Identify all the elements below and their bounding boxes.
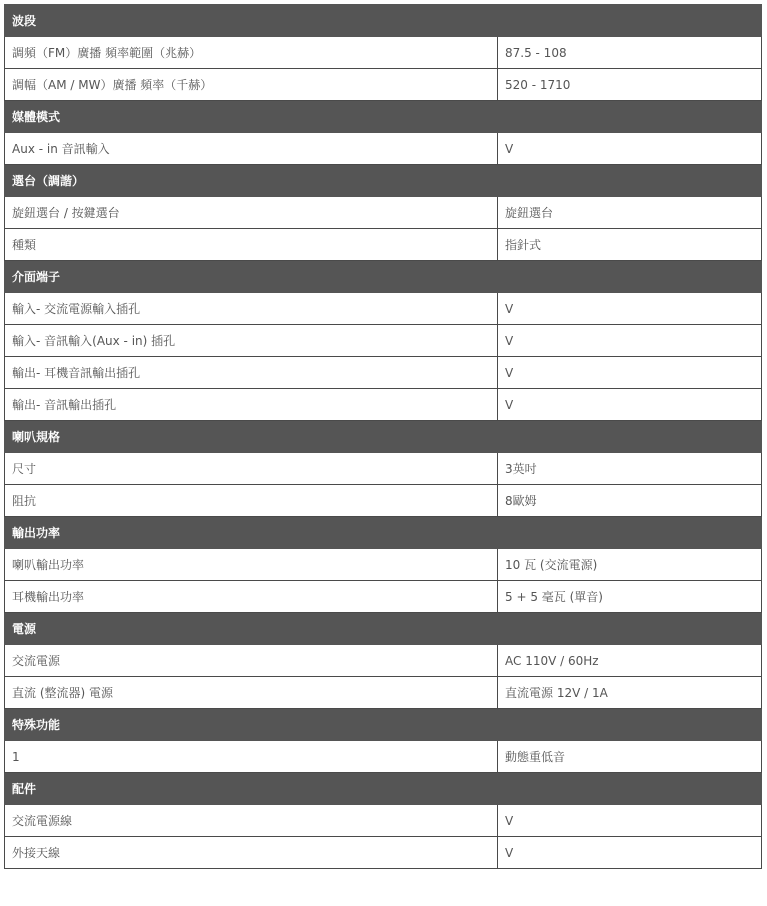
spec-row	[5, 69, 762, 101]
section-title: 輸出功率	[5, 517, 762, 549]
section-title: 喇叭規格	[5, 421, 762, 453]
spec-label: 輸入- 交流電源輸入插孔	[5, 293, 498, 325]
spec-label: 交流電源	[5, 645, 498, 677]
spec-value: V	[498, 389, 762, 421]
spec-label: Aux - in 音訊輸入	[5, 133, 498, 165]
spec-label: 外接天線	[5, 837, 498, 869]
spec-label: 種類	[5, 229, 498, 261]
spec-value: V	[498, 325, 762, 357]
section-header-row	[5, 261, 762, 293]
spec-label: 交流電源線	[5, 805, 498, 837]
spec-value: 10 瓦 (交流電源)	[498, 549, 762, 581]
spec-table-body	[5, 5, 762, 869]
spec-row	[5, 485, 762, 517]
spec-label: 尺寸	[5, 453, 498, 485]
spec-value: AC 110V / 60Hz	[498, 645, 762, 677]
spec-label: 喇叭輸出功率	[5, 549, 498, 581]
spec-value: V	[498, 837, 762, 869]
spec-label: 輸出- 音訊輸出插孔	[5, 389, 498, 421]
spec-value: V	[498, 293, 762, 325]
spec-row	[5, 741, 762, 773]
section-header-row	[5, 101, 762, 133]
section-header-row	[5, 773, 762, 805]
section-header-row	[5, 5, 762, 37]
section-title: 媒體模式	[5, 101, 762, 133]
section-title: 波段	[5, 5, 762, 37]
spec-row	[5, 389, 762, 421]
spec-label: 調頻（FM）廣播 頻率範圍（兆赫）	[5, 37, 498, 69]
spec-row	[5, 645, 762, 677]
section-title: 配件	[5, 773, 762, 805]
spec-value: 直流電源 12V / 1A	[498, 677, 762, 709]
section-title: 介面端子	[5, 261, 762, 293]
spec-label: 1	[5, 741, 498, 773]
spec-row	[5, 293, 762, 325]
spec-label: 輸入- 音訊輸入(Aux - in) 插孔	[5, 325, 498, 357]
spec-row	[5, 805, 762, 837]
section-title: 特殊功能	[5, 709, 762, 741]
spec-value: 動態重低音	[498, 741, 762, 773]
section-header-row	[5, 517, 762, 549]
spec-row	[5, 197, 762, 229]
spec-label: 輸出- 耳機音訊輸出插孔	[5, 357, 498, 389]
spec-row	[5, 837, 762, 869]
section-header-row	[5, 709, 762, 741]
spec-value: 8歐姆	[498, 485, 762, 517]
spec-label: 旋鈕選台 / 按鍵選台	[5, 197, 498, 229]
spec-value: 5 + 5 毫瓦 (單音)	[498, 581, 762, 613]
spec-row	[5, 229, 762, 261]
spec-table	[4, 4, 762, 869]
section-header-row	[5, 165, 762, 197]
spec-value: 旋鈕選台	[498, 197, 762, 229]
spec-value: V	[498, 133, 762, 165]
section-header-row	[5, 421, 762, 453]
section-title: 電源	[5, 613, 762, 645]
spec-value: V	[498, 357, 762, 389]
spec-label: 耳機輸出功率	[5, 581, 498, 613]
section-header-row	[5, 613, 762, 645]
spec-label: 阻抗	[5, 485, 498, 517]
spec-value: 3英吋	[498, 453, 762, 485]
spec-value: 指針式	[498, 229, 762, 261]
spec-value: 520 - 1710	[498, 69, 762, 101]
spec-row	[5, 549, 762, 581]
spec-label: 調幅（AM / MW）廣播 頻率（千赫）	[5, 69, 498, 101]
spec-row	[5, 677, 762, 709]
spec-row	[5, 357, 762, 389]
spec-label: 直流 (整流器) 電源	[5, 677, 498, 709]
spec-row	[5, 453, 762, 485]
spec-row	[5, 581, 762, 613]
spec-value: V	[498, 805, 762, 837]
spec-row	[5, 133, 762, 165]
spec-row	[5, 37, 762, 69]
spec-row	[5, 325, 762, 357]
section-title: 選台（調諧）	[5, 165, 762, 197]
spec-value: 87.5 - 108	[498, 37, 762, 69]
